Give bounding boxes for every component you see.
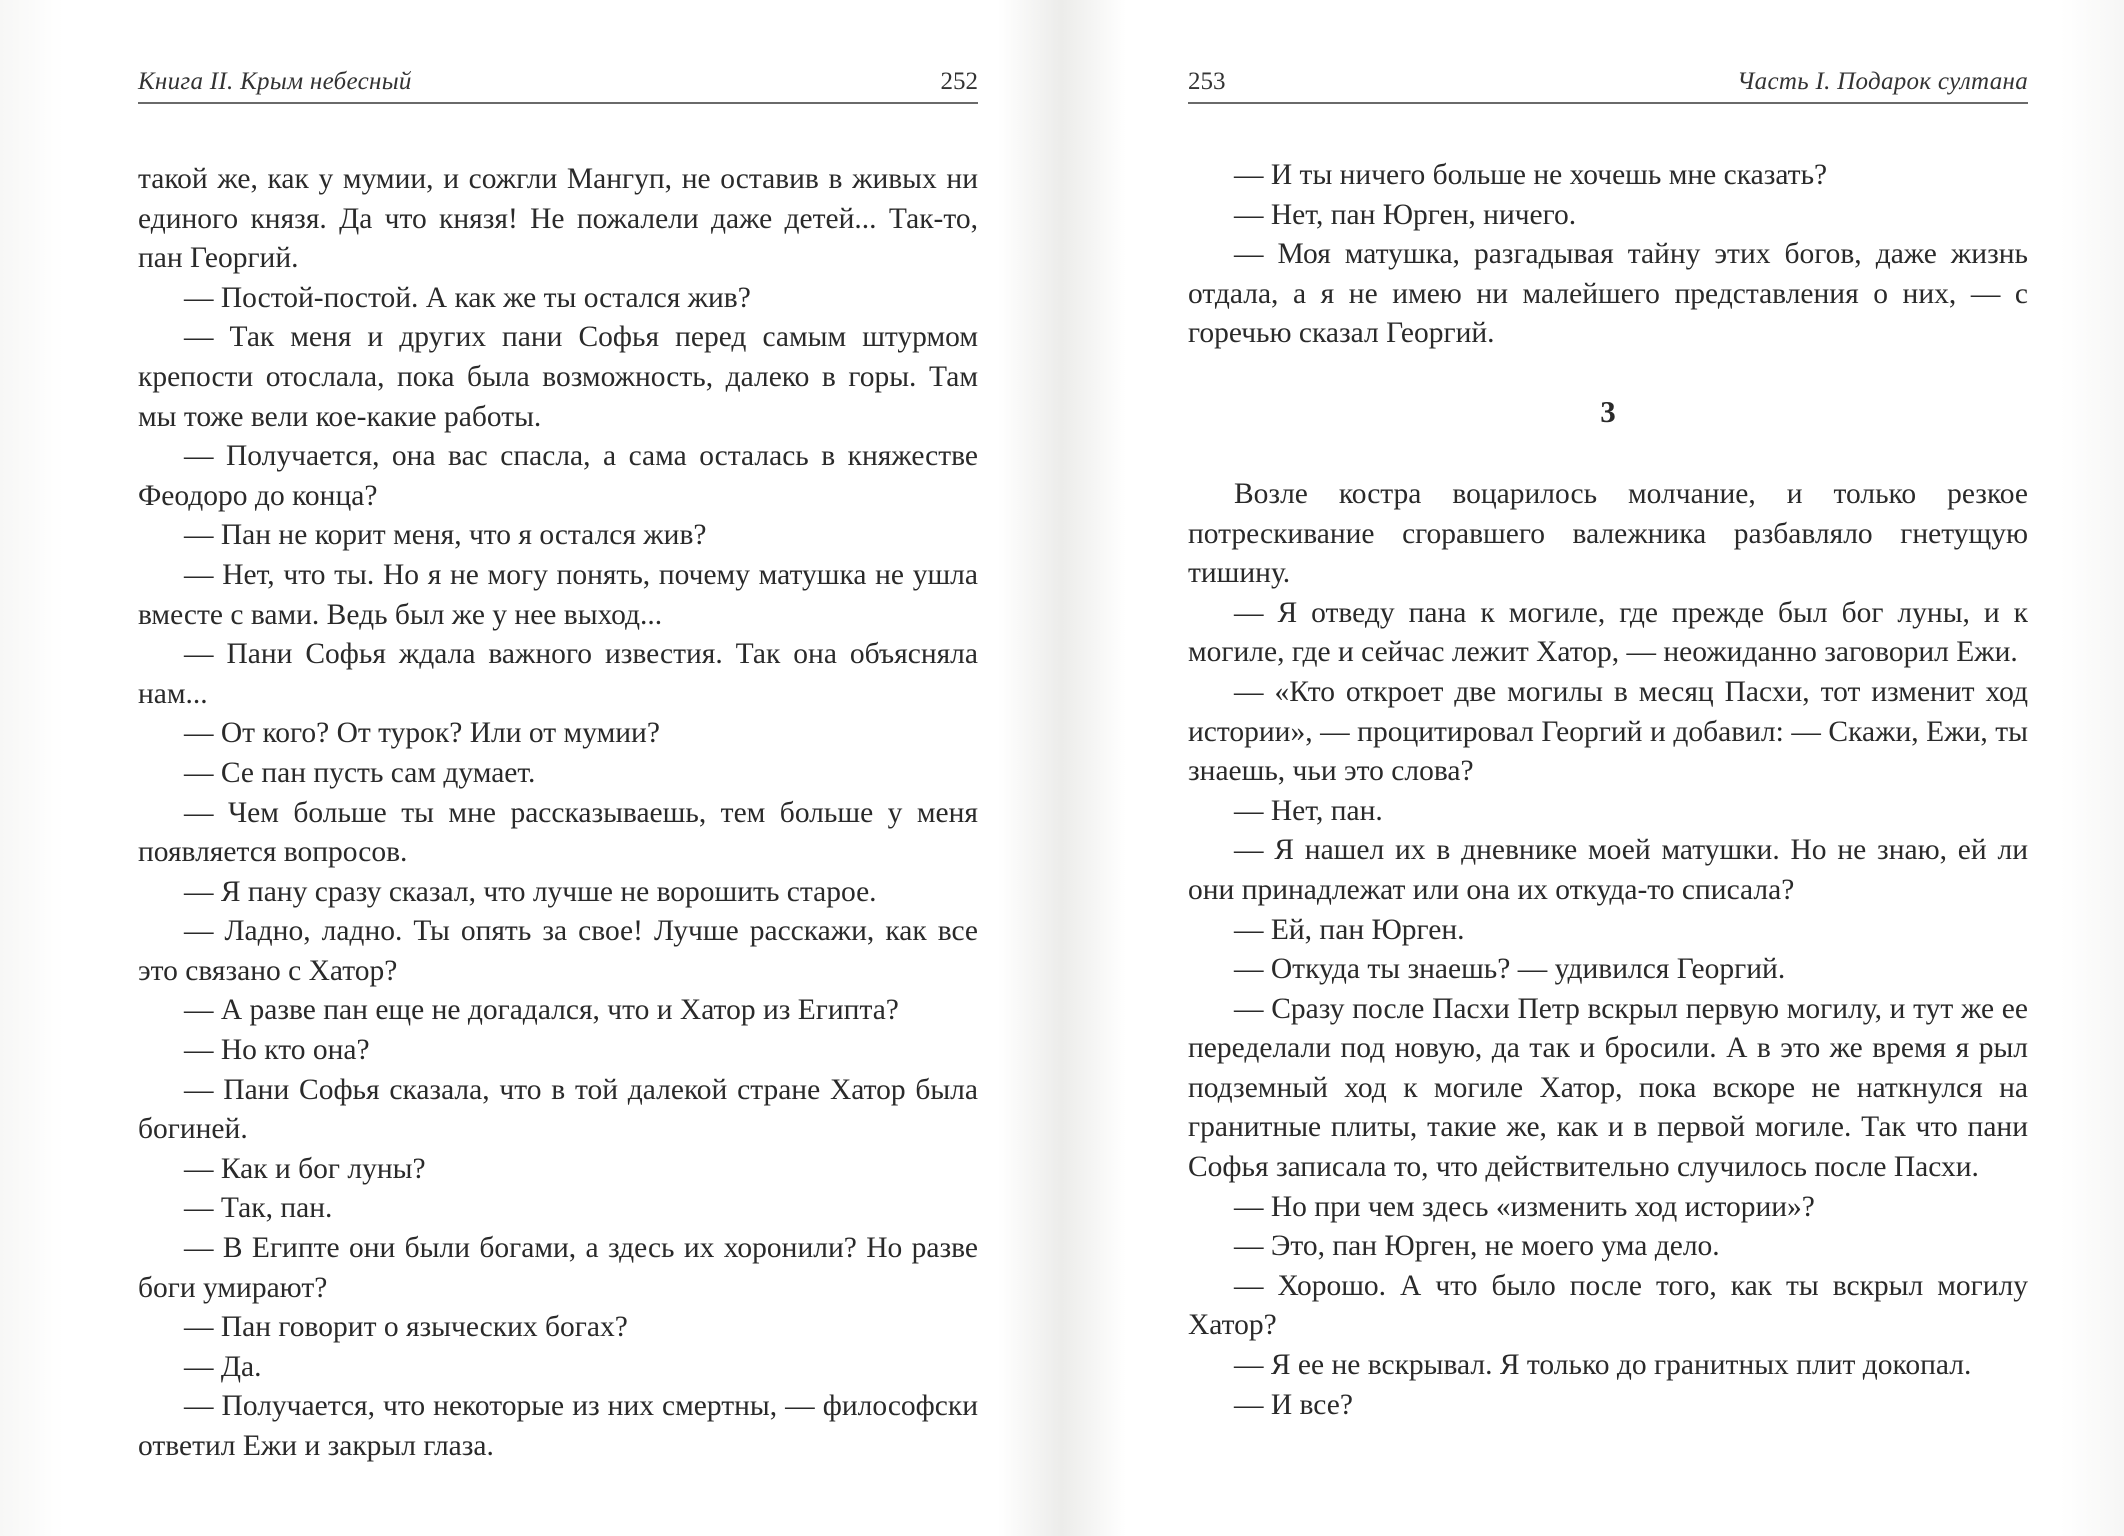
paragraph: — Постой-постой. А как же ты остался жив? bbox=[184, 281, 751, 314]
left-running-head bbox=[138, 58, 978, 104]
paragraph: — «Кто откроет две могилы в месяц Пасхи, тот изменит ход истории», — процитировал Георгий и добавил: — Скажи, Ежи, ты знаешь, чьи это слова? bbox=[1188, 675, 2028, 788]
paragraph: — Я пану сразу сказал, что лучше не ворошить старое. bbox=[184, 875, 877, 908]
left-page-text bbox=[138, 160, 978, 1467]
chapter-number: 3 bbox=[1600, 393, 1616, 429]
paragraph: — Ладно, ладно. Ты опять за свое! Лучше расскажи, как все это связано с Хатор? bbox=[138, 915, 978, 987]
paragraph: — Как и бог луны? bbox=[184, 1152, 426, 1185]
paragraph: — Сразу после Пасхи Петр вскрыл первую могилу, и тут же ее переделали под новую, да так и бросили. А в это же время я рыл подземный ход к могиле Хатор, пока вскоре не наткнулся на гранитные плиты, такие же, как и в первой могиле. Так что пани Софья записала то, что действительно случилось после Пасхи. bbox=[1188, 992, 2028, 1184]
paragraph: — Так меня и других пани Софья перед самым штурмом крепости отослала, пока была возможность, далеко в горы. Там мы тоже вели кое-какие работы. bbox=[138, 321, 978, 433]
paragraph: — Моя матушка, разгадывая тайну этих богов, даже жизнь отдала, а я не имею ни малейшего представления о них, — с горечью сказал Георгий. bbox=[1188, 238, 2028, 350]
paragraph: — Да. bbox=[184, 1350, 262, 1383]
paragraph: — Пани Софья сказала, что в той далекой стране Хатор была богиней. bbox=[138, 1073, 978, 1146]
paragraph: — От кого? От турок? Или от мумии? bbox=[184, 717, 660, 750]
paragraph: — Получается, она вас спасла, а сама осталась в княжестве Феодоро до конца? bbox=[138, 440, 978, 512]
paragraph: — Так, пан. bbox=[184, 1192, 333, 1225]
paragraph: — Нет, пан Юрген, ничего. bbox=[1234, 198, 1577, 231]
paragraph: — И ты ничего больше не хочешь мне сказать? bbox=[1234, 159, 1828, 191]
left-page-number: 252 bbox=[940, 68, 978, 95]
paragraph: — В Египте они были богами, а здесь их хоронили? Но разве боги умирают? bbox=[138, 1232, 978, 1304]
paragraph: — Пани Софья ждала важного известия. Так она объясняла нам... bbox=[138, 638, 978, 710]
paragraph: такой же, как у мумии, и сожгли Мангуп, не оставив в живых ни единого князя. Да что князя! Не пожалели даже детей... Так-то, пан Георгий. bbox=[138, 163, 978, 275]
paragraph: — Ей, пан Юрген. bbox=[1234, 913, 1465, 946]
paragraph: — Но кто она? bbox=[184, 1034, 370, 1067]
paragraph: — Я нашел их в дневнике моей матушки. Но не знаю, ей ли они принадлежат или она их откуда-то списала? bbox=[1188, 834, 2028, 906]
paragraph: — Хорошо. А что было после того, как ты вскрыл могилу Хатор? bbox=[1188, 1269, 2028, 1342]
left-running-title: Книга II. Крым небесный bbox=[138, 68, 412, 95]
paragraph: — Это, пан Юрген, не моего ума дело. bbox=[1234, 1230, 1720, 1263]
paragraph: — Я отведу пана к могиле, где прежде был бог луны, и к могиле, где и сейчас лежит Хатор, — неожиданно заговорил Ежи. bbox=[1188, 596, 2028, 669]
paragraph: — Но при чем здесь «изменить ход истории»? bbox=[1234, 1190, 1815, 1223]
paragraph: — Получается, что некоторые из них смертны, — философски ответил Ежи и закрыл глаза. bbox=[138, 1390, 978, 1462]
paragraph: — Чем больше ты мне рассказываешь, тем больше у меня появляется вопросов. bbox=[138, 796, 978, 869]
right-page-text bbox=[1188, 156, 2028, 1425]
right-running-title: Часть I. Подарок султана bbox=[1737, 68, 2028, 95]
paragraph: — И все? bbox=[1234, 1388, 1353, 1421]
paragraph: — Пан не корит меня, что я остался жив? bbox=[184, 519, 707, 552]
paragraph: Возле костра воцарилось молчание, и только резкое потрескивание сгоравшего валежника разбавляло гнетущую тишину. bbox=[1188, 477, 2028, 590]
paragraph: — Се пан пусть сам думает. bbox=[184, 756, 536, 789]
paragraph: — Я ее не вскрывал. Я только до гранитных плит докопал. bbox=[1234, 1349, 1972, 1382]
right-page bbox=[1188, 58, 2028, 1425]
right-page-number: 253 bbox=[1188, 68, 1226, 95]
left-page bbox=[138, 58, 978, 1467]
paragraph: — Нет, пан. bbox=[1234, 794, 1383, 827]
paragraph: — Откуда ты знаешь? — удивился Георгий. bbox=[1234, 953, 1786, 986]
right-running-head bbox=[1188, 58, 2028, 104]
paragraph: — Пан говорит о языческих богах? bbox=[184, 1311, 628, 1344]
paragraph: — Нет, что ты. Но я не могу понять, почему матушка не ушла вместе с вами. Ведь был же у нее выход... bbox=[138, 558, 978, 631]
paragraph: — А разве пан еще не догадался, что и Хатор из Египта? bbox=[184, 994, 899, 1027]
